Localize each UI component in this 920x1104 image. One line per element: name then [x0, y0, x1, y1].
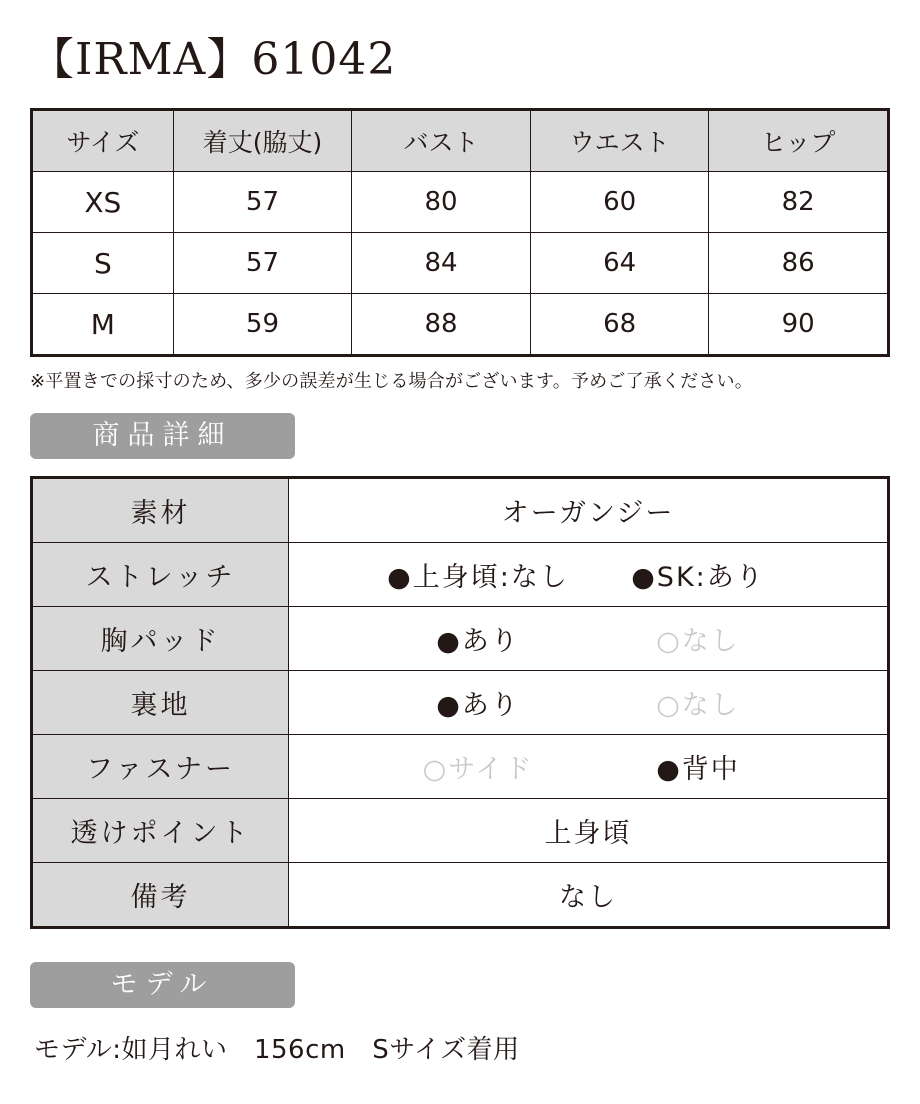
- header-waist: ウエスト: [530, 110, 709, 172]
- waist-cell: 60: [530, 172, 709, 233]
- size-cell: S: [32, 233, 174, 294]
- detail-label: 備考: [32, 863, 289, 928]
- model-section-tab: モデル: [30, 962, 295, 1008]
- detail-row-zipper: [32, 735, 889, 799]
- length-cell: 57: [173, 233, 352, 294]
- header-hip: ヒップ: [709, 110, 889, 172]
- details-table: [30, 476, 890, 929]
- detail-row-lining: [32, 671, 889, 735]
- option-bodice-stretch: ●上身頃:なし: [387, 562, 569, 593]
- option-no: ○なし: [656, 626, 740, 657]
- detail-row-sheer: [32, 799, 889, 863]
- detail-label: ファスナー: [32, 735, 289, 799]
- detail-label: 素材: [32, 478, 289, 543]
- hip-cell: 86: [709, 233, 889, 294]
- size-cell: XS: [32, 172, 174, 233]
- option-yes: ●あり: [436, 626, 520, 657]
- option-no: ○なし: [656, 690, 740, 721]
- waist-cell: 64: [530, 233, 709, 294]
- option-skirt-stretch: ●SK:あり: [631, 562, 765, 593]
- detail-row-remarks: [32, 863, 889, 928]
- table-row: [32, 172, 889, 233]
- detail-value: 上身頃: [289, 799, 889, 863]
- detail-value: [289, 543, 889, 607]
- header-length: 着丈(脇丈): [173, 110, 352, 172]
- bust-cell: 84: [352, 233, 531, 294]
- detail-label: 胸パッド: [32, 607, 289, 671]
- measurement-note: ※平置きでの採寸のため、多少の誤差が生じる場合がございます。予めご了承ください。: [30, 371, 753, 392]
- length-cell: 57: [173, 172, 352, 233]
- table-row: [32, 233, 889, 294]
- hip-cell: 82: [709, 172, 889, 233]
- page-title: 【IRMA】61042: [30, 34, 397, 85]
- detail-value: [289, 607, 889, 671]
- header-size: サイズ: [32, 110, 174, 172]
- size-cell: M: [32, 294, 174, 356]
- table-row: [32, 294, 889, 356]
- detail-value: なし: [289, 863, 889, 928]
- detail-row-chest-pad: [32, 607, 889, 671]
- details-section-tab: 商品詳細: [30, 413, 295, 459]
- detail-label: 裏地: [32, 671, 289, 735]
- detail-label: 透けポイント: [32, 799, 289, 863]
- length-cell: 59: [173, 294, 352, 356]
- size-table-header-row: [32, 110, 889, 172]
- detail-row-stretch: [32, 543, 889, 607]
- option-side: ○サイド: [422, 754, 534, 785]
- header-bust: バスト: [352, 110, 531, 172]
- detail-value: [289, 671, 889, 735]
- detail-value: [289, 735, 889, 799]
- hip-cell: 90: [709, 294, 889, 356]
- waist-cell: 68: [530, 294, 709, 356]
- model-info: モデル:如月れい 156cm Sサイズ着用: [34, 1035, 520, 1065]
- bust-cell: 88: [352, 294, 531, 356]
- option-back: ●背中: [656, 754, 740, 785]
- size-table: [30, 108, 890, 357]
- detail-value: オーガンジー: [289, 478, 889, 543]
- detail-label: ストレッチ: [32, 543, 289, 607]
- bust-cell: 80: [352, 172, 531, 233]
- detail-row-material: [32, 478, 889, 543]
- option-yes: ●あり: [436, 690, 520, 721]
